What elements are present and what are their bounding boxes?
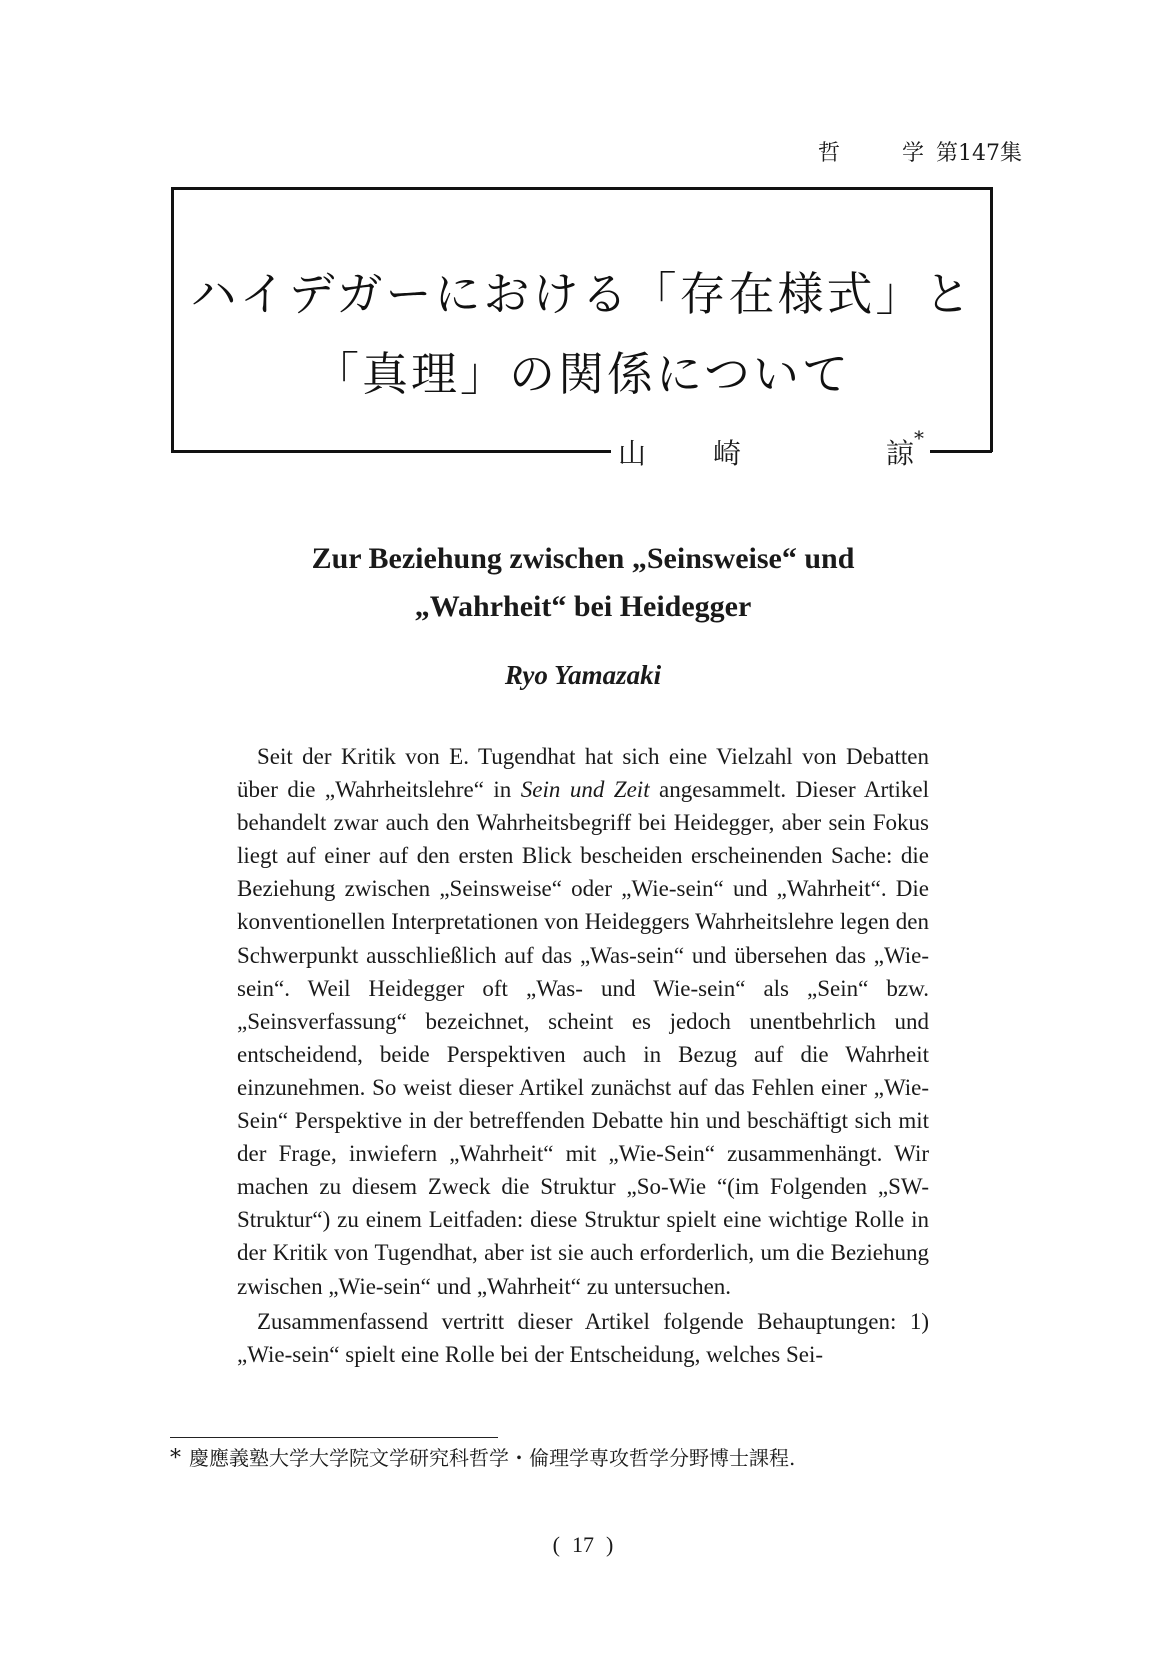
- title-jp-line2: 「真理」の関係について: [312, 347, 852, 401]
- title-frame: [171, 187, 993, 452]
- journal-volume: 第147集: [936, 141, 1023, 166]
- journal-name-part1: 哲: [818, 141, 841, 166]
- page-number-open: (: [552, 1532, 560, 1557]
- title-de-line1: Zur Beziehung zwischen „Seinsweise“ und: [311, 542, 855, 575]
- page-number: [0, 1532, 1166, 1558]
- abstract-p1-text-b: angesammelt. Dieser Artikel behandelt zwar auch den Wahrheitsbegriff bei Heidegger, aber sein Fokus liegt auf einer auf den ersten Blick bescheiden erscheinenden Sache: die Beziehung zwischen „Seinsweise“ oder „Wie-sein“ und „Wahrheit“. Die konventionellen Interpretationen von Heideggers Wahrheitslehre legen den Schwerpunkt ausschließlich auf das „Was-sein“ und übersehen das „Wie-sein“. Weil Heidegger oft „Was- und Wie-sein“ als „Sein“ bzw. „Seinsverfassung“ bezeichnet, scheint es jedoch unentbehrlich und entscheidend, beide Perspektiven auch in Bezug auf die Wahrheit einzunehmen. So weist dieser Artikel zunächst auf das Fehlen einer „Wie-Sein“ Perspektive in der betreffenden Debatte hin und beschäftigt sich mit der Frage, inwiefern „Wahrheit“ mit „Wie-Sein“ zusammenhängt. Wir machen zu diesem Zweck die Struktur „So-Wie “(im Folgenden „SW-Struktur“) zu einem Leitfaden: diese Struktur spielt eine wichtige Rolle in der Kritik von Tugendhat, aber ist sie auch erforderlich, um die Beziehung zwischen „Wie-sein“ und „Wahrheit“ zu untersuchen.: [237, 777, 929, 1299]
- footnote-mark: *: [170, 1446, 181, 1471]
- abstract-paragraph-2: Zusammenfassend vertritt dieser Artikel folgende Behauptungen: 1)„Wie-sein“ spielt eine Rolle bei der Entscheidung, welches Sei-: [237, 1308, 929, 1367]
- author-footnote-mark: *: [914, 426, 925, 450]
- abstract-p1-text-a: Seit der Kritik von E. Tugendhat hat sich eine Vielzahl von Debatten über die „Wahrheitslehre“ in: [237, 744, 929, 803]
- abstract-p1-work-title: Sein und Zeit: [520, 777, 650, 803]
- author-jp-given-wrap: [886, 426, 925, 472]
- footnote-rule: [170, 1437, 498, 1438]
- author-jp-given: 諒: [886, 437, 915, 470]
- author-jp-surname-2: 崎: [713, 437, 742, 470]
- journal-name-part2: 学: [902, 141, 925, 166]
- author-jp-surname-1: 山: [618, 437, 647, 470]
- abstract-paragraph-1: [237, 740, 929, 1303]
- footnote-text: 慶應義塾大学大学院文学研究科哲学・倫理学専攻哲学分野博士課程.: [189, 1446, 796, 1470]
- journal-header: [818, 136, 1022, 167]
- page-number-close: ): [606, 1532, 614, 1557]
- title-de-line2: „Wahrheit“ bei Heidegger: [414, 590, 752, 623]
- title-jp-line1: ハイデガーにおける「存在様式」と: [190, 267, 974, 321]
- page-number-value: 17: [572, 1532, 594, 1557]
- abstract: [237, 740, 929, 1371]
- title-frame-bottom-rule-left: [171, 450, 611, 453]
- title-frame-bottom-rule-right: [930, 450, 992, 453]
- author-en: Ryo Yamazaki: [504, 660, 662, 690]
- footnote: [170, 1442, 795, 1471]
